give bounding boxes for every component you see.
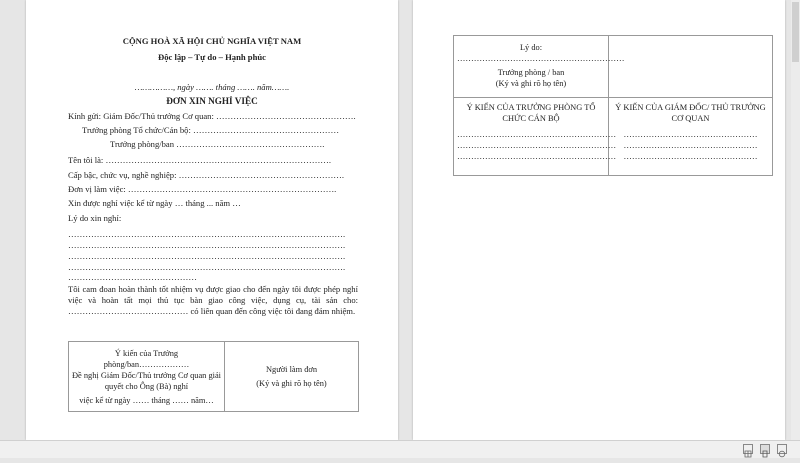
reason-label: Lý do: bbox=[519, 43, 543, 52]
reason-dots: …………………………………………………… bbox=[457, 54, 625, 63]
heading-country: CỘNG HOÀ XÃ HỘI CHỦ NGHĨA VIỆT NAM bbox=[122, 36, 302, 46]
reason-line-3: ……………………………………………………………………………………. bbox=[68, 251, 346, 261]
hr-opinion-line-2: ………………………………………………… bbox=[457, 141, 617, 150]
recipient-department-head: Trưởng phòng/ban ……………………………………………. bbox=[110, 139, 325, 149]
hr-opinion-line-3: ………………………………………………… bbox=[457, 152, 617, 161]
reason-line-1: ……………………………………………………………………………………. bbox=[68, 229, 346, 239]
date-line: ……………, ngày ……. tháng ……. năm……. bbox=[134, 82, 290, 92]
reason-cell bbox=[454, 36, 625, 98]
director-opinion-line-2: ………………………………………… bbox=[623, 141, 758, 150]
hr-opinion-title: Ý KIẾN CỦA TRƯỞNG PHÒNG TỔ CHỨC CÁN BỘ bbox=[466, 103, 596, 123]
reason-line-4: ……………………………………………………………………………………. bbox=[68, 262, 346, 272]
department-opinion-title: Ý kiến của Trưởng bbox=[114, 349, 179, 358]
document-page-2 bbox=[413, 0, 785, 440]
field-name: Tên tôi là: ……………………………………………………………………. bbox=[68, 155, 332, 165]
field-leave-date: Xin được nghỉ việc kể từ ngày … tháng ... năm … bbox=[68, 198, 241, 208]
department-head-label: Trưởng phòng / ban bbox=[497, 68, 565, 77]
commitment-paragraph: Tôi cam đoan hoàn thành tốt nhiệm vụ được giao cho đến ngày tôi được phép nghỉ việc và hoàn tất mọi thủ tục bàn giao công việc, dụng cụ, tài sản cho: …………………………………… có liên quan đến công việc tôi đang đảm nhiệm. bbox=[68, 284, 358, 316]
applicant-signature-cell bbox=[225, 342, 359, 412]
recipient-director: Kính gửi: Giám Đốc/Thủ trưởng Cơ quan: …………………………………………. bbox=[68, 111, 356, 121]
field-reason-label: Lý do xin nghỉ: bbox=[68, 213, 122, 223]
signature-table bbox=[68, 341, 359, 412]
document-title: ĐƠN XIN NGHỈ VIỆC bbox=[166, 96, 258, 106]
hr-opinion-cell bbox=[454, 98, 617, 176]
director-opinion-line-1: ………………………………………… bbox=[623, 130, 758, 139]
heading-motto: Độc lập – Tự do – Hạnh phúc bbox=[158, 52, 266, 62]
hr-opinion-line-1: ………………………………………………… bbox=[457, 130, 617, 139]
approval-table bbox=[453, 35, 773, 176]
department-recommendation: Đề nghị Giám Đốc/Thủ trưởng Cơ quan giải quyết cho Ông (Bà) nghỉ bbox=[72, 371, 221, 391]
document-page-1 bbox=[26, 0, 398, 440]
recipient-hr-head: Trưởng phòng Tổ chức/Cán bộ: …………………………………………… bbox=[82, 125, 340, 135]
print-layout-icon[interactable] bbox=[760, 444, 770, 454]
director-opinion-cell bbox=[609, 98, 773, 176]
department-leave-date: việc kể từ ngày …… tháng …… năm… bbox=[79, 396, 214, 405]
department-opinion-name: phòng/ban……………… bbox=[103, 360, 190, 369]
reason-line-2: ……………………………………………………………………………………. bbox=[68, 240, 346, 250]
field-rank-position: Cấp bậc, chức vụ, nghề nghiệp: …………………………………………………. bbox=[68, 170, 345, 180]
status-bar bbox=[0, 440, 800, 458]
director-opinion-line-3: ………………………………………… bbox=[623, 152, 758, 161]
department-opinion-cell bbox=[69, 342, 225, 412]
field-work-unit: Đơn vị làm việc: ………………………………………………………………. bbox=[68, 184, 337, 194]
read-mode-icon[interactable] bbox=[743, 444, 753, 454]
applicant-sign-note: (Ký và ghi rõ họ tên) bbox=[256, 379, 327, 388]
reason-line-5: ……………………………………… bbox=[68, 272, 197, 282]
scrollbar-thumb[interactable] bbox=[792, 2, 799, 62]
vertical-scrollbar[interactable] bbox=[791, 0, 800, 440]
empty-cell bbox=[609, 36, 773, 98]
applicant-label: Người làm đơn bbox=[265, 365, 318, 374]
director-opinion-title: Ý KIẾN CỦA GIÁM ĐỐC/ THỦ TRƯỞNG CƠ QUAN bbox=[615, 103, 766, 123]
web-layout-icon[interactable] bbox=[777, 444, 787, 454]
department-head-sign-note: (Ký và ghi rõ họ tên) bbox=[495, 79, 567, 88]
